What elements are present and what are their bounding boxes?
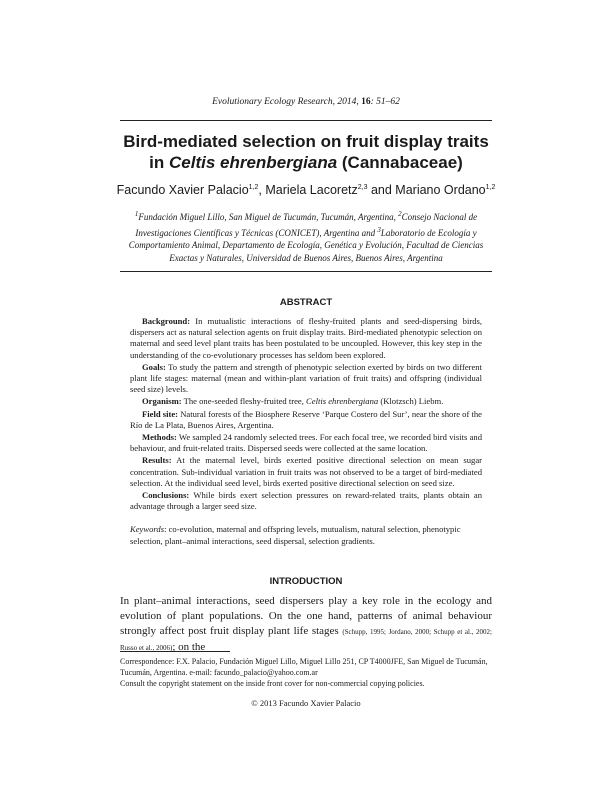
copyright-note: Consult the copyright statement on the inside front cover for non-commercial copying policies.: [120, 679, 425, 688]
author-3-affil: 1,2: [485, 183, 496, 191]
affiliations: [120, 208, 492, 264]
abstract-goals: [130, 362, 482, 396]
conclusions-label: Conclusions:: [142, 490, 190, 501]
footnote: [120, 656, 492, 689]
author-2-affil: 2,3: [357, 183, 368, 191]
affil-3: Laboratorio de Ecología y Comportamiento Animal, Departamento de Ecología, Genética y Evolución, Facultad de Ciencias Exactas y Naturales, Universidad de Buenos Aires, Buenos Aires, Argentina: [128, 227, 484, 263]
affil-1-mark: 1: [134, 210, 139, 218]
keywords: [130, 524, 482, 547]
keywords-label: Keywords: [130, 524, 165, 534]
title-line-1: Bird-mediated selection on fruit display traits: [123, 132, 489, 151]
abstract-results: [130, 455, 482, 489]
organism-text-pre: The one-seeded fleshy-fruited tree,: [181, 396, 307, 407]
abstract-conclusions: [130, 490, 482, 512]
journal-name: Evolutionary Ecology Research,: [212, 97, 335, 107]
organism-text-post: (Klotzsch) Liebm.: [378, 396, 444, 407]
field-text: Natural forests of the Biosphere Reserve ‘Parque Costero del Sur’, near the shore of the Río de La Plata, Buenos Aires, Argentina.: [130, 408, 482, 430]
title-prefix: in: [149, 153, 169, 172]
author-2: Mariela Lacoretz: [265, 183, 358, 197]
intro-citation: (Schupp, 1995; Jordano, 2000; Schupp et al., 2002; Russo et al., 2006): [120, 628, 492, 652]
abstract-heading: ABSTRACT: [279, 297, 333, 308]
copyright: © 2013 Facundo Xavier Palacio: [251, 698, 361, 708]
goals-text: To study the pattern and strength of phenotypic selection exerted by birds on two different plant life stages: maternal (mean and within-plant variation of fruit traits) and offspring (individual seed size) levels.: [130, 361, 482, 395]
abstract-body: [130, 316, 482, 513]
author-1: Facundo Xavier Palacio: [116, 183, 249, 197]
abstract-field-site: [130, 409, 482, 431]
affil-2: Consejo Nacional de Investigaciones Científicas y Técnicas (CONICET), Argentina and: [135, 212, 478, 238]
results-text: At the maternal level, birds exerted positive directional selection on mean sugar concentration. Sub-individual variation in fruit traits was not observed to be a target of bird-mediated selection. At the individual seed level, birds exerted positive directional selection on seed size.: [130, 455, 482, 488]
author-sep-2: and: [367, 183, 396, 197]
affil-2-mark: 2: [398, 210, 402, 218]
title-species: Celtis ehrenbergiana: [169, 153, 338, 172]
field-label: Field site:: [142, 408, 179, 419]
methods-label: Methods:: [142, 432, 177, 443]
abstract-background: [130, 316, 482, 361]
journal-volume: 16: [361, 97, 371, 107]
header-rule: [120, 120, 492, 121]
author-list: [0, 183, 612, 197]
article-title: [0, 131, 612, 173]
journal-year: 2014,: [337, 97, 359, 107]
author-sep-1: ,: [258, 183, 266, 197]
affiliation-rule: [120, 271, 492, 272]
keywords-text: : co-evolution, maternal and offspring levels, mutualism, natural selection, phenotypic selection, plant–animal interactions, seed dispersal, selection gradients.: [130, 524, 461, 546]
affil-1: Fundación Miguel Lillo, San Miguel de Tucumán, Tucumán, Argentina,: [138, 212, 399, 222]
results-label: Results:: [142, 455, 172, 466]
journal-citation: [0, 97, 612, 107]
title-line-2: [0, 152, 612, 173]
organism-label: Organism:: [142, 396, 182, 407]
background-text: In mutualistic interactions of fleshy-fruited plants and seed-dispersing birds, dispersers act as natural selection agents on fruit display traits. Bird-mediated phenotypic selection on maternal and seed level plant traits has been postulated to be uncoupled. However, this key step in the understanding of the co-evolutionary processes has seldom been explored.: [130, 316, 482, 360]
correspondence: Correspondence: F.X. Palacio, Fundación Miguel Lillo, Miguel Lillo 251, CP T4000JFE, San Miguel de Tucumán, Tucumán, Argentina. e-mail: facundo_palacio@yahoo.com.ar: [120, 657, 488, 677]
introduction-body: [120, 594, 492, 656]
intro-tail: ; on the: [172, 641, 206, 653]
abstract-organism: [130, 396, 482, 407]
author-1-affil: 1,2: [248, 183, 259, 191]
organism-species: Celtis ehrenbergiana: [306, 396, 379, 407]
conclusions-text: While birds exert selection pressures on reward-related traits, plants obtain an advantage through a larger seed size.: [130, 490, 482, 512]
footnote-rule: [120, 651, 230, 652]
author-3: Mariano Ordano: [395, 183, 486, 197]
methods-text: We sampled 24 randomly selected trees. For each focal tree, we recorded bird visits and behaviour, and fruit-related traits. Dispersed seeds were collected at the same location.: [130, 432, 482, 454]
background-label: Background:: [142, 316, 191, 326]
abstract-methods: [130, 432, 482, 454]
affil-3-mark: 3: [377, 225, 381, 234]
goals-label: Goals:: [142, 361, 166, 372]
journal-pages: : 51–62: [370, 97, 400, 107]
introduction-heading: INTRODUCTION: [269, 576, 343, 587]
intro-text: In plant–animal interactions, seed dispersers play a key role in the ecology and evolution of plant populations. On the one hand, patterns of animal behaviour strongly affect post fruit display plant life stages: [120, 595, 492, 637]
title-suffix: (Cannabaceae): [337, 153, 463, 172]
